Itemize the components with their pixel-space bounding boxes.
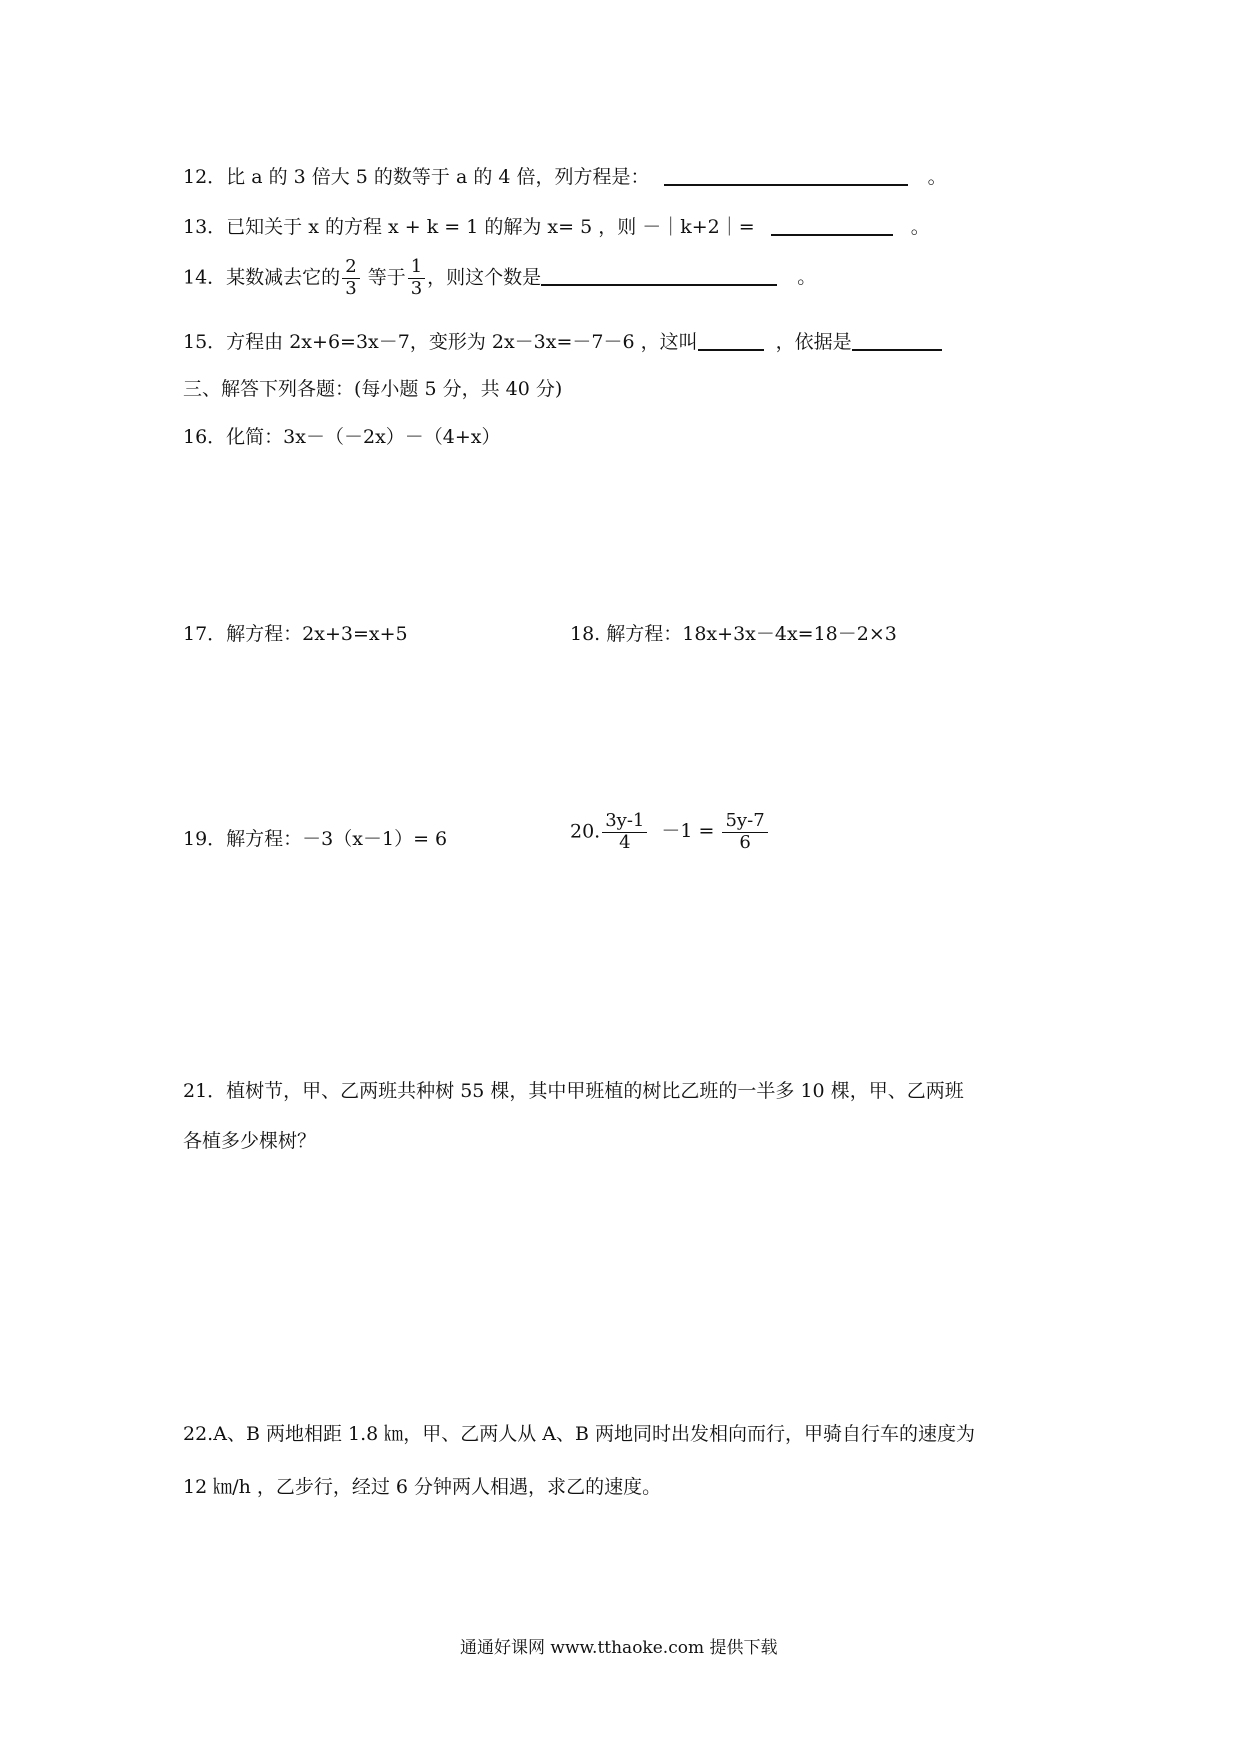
fraction-5y-7-over-6 xyxy=(722,812,767,853)
question-20 xyxy=(570,812,770,853)
fraction-numerator: 2 xyxy=(342,258,359,279)
fraction-3y-1-over-4 xyxy=(602,812,647,853)
question-22-line-1: 22.A、B 两地相距 1.8 ㎞，甲、乙两人从 A、B 两地同时出发相向而行，甲骑自行车的速度为 xyxy=(183,1423,975,1445)
question-15-text-2: ，依据是 xyxy=(775,331,852,353)
question-14-text-1: 14．某数减去它的 xyxy=(183,266,341,289)
answer-blank-14[interactable] xyxy=(541,266,777,286)
question-14-end: 。 xyxy=(797,266,817,289)
answer-blank-15a[interactable] xyxy=(698,331,764,351)
question-14 xyxy=(183,258,816,299)
question-14-text-2: 等于 xyxy=(367,266,406,289)
question-13-end: 。 xyxy=(910,216,930,238)
answer-blank-12[interactable] xyxy=(664,166,908,186)
question-21-line-2: 各植多少棵树？ xyxy=(183,1130,317,1152)
fraction-denominator: 6 xyxy=(739,831,751,853)
question-12 xyxy=(183,166,947,187)
question-22-line-2: 12 ㎞/h ，乙步行，经过 6 分钟两人相遇，求乙的速度。 xyxy=(183,1476,662,1498)
question-20-middle: －1 = xyxy=(661,820,715,843)
question-14-text-3: ，则这个数是 xyxy=(427,266,542,289)
fraction-numerator: 5y-7 xyxy=(722,812,767,833)
question-16: 16．化简：3x－（－2x）－（4+x） xyxy=(183,426,501,448)
question-20-label: 20. xyxy=(570,820,601,843)
fraction-denominator: 3 xyxy=(410,277,423,299)
fraction-one-third xyxy=(408,258,425,299)
section-3-title: 三、解答下列各题：(每小题 5 分，共 40 分) xyxy=(183,378,563,400)
question-13 xyxy=(183,216,930,237)
answer-blank-15b[interactable] xyxy=(852,331,942,351)
question-17: 17．解方程：2x+3=x+5 xyxy=(183,623,408,645)
answer-blank-13[interactable] xyxy=(771,216,893,236)
question-12-text: 12．比 a 的 3 倍大 5 的数等于 a 的 4 倍，列方程是： xyxy=(183,166,650,188)
question-19: 19．解方程：－3（x－1）= 6 xyxy=(183,828,448,850)
question-15-text-1: 15．方程由 2x+6=3x－7，变形为 2x－3x=－7－6 ，这叫 xyxy=(183,331,698,353)
fraction-two-thirds xyxy=(342,258,359,299)
question-18: 18. 解方程：18x+3x－4x=18－2×3 xyxy=(570,623,897,645)
page-footer: 通通好课网 www.tthaoke.com 提供下载 xyxy=(460,1638,778,1658)
question-13-text: 13．已知关于 x 的方程 x + k = 1 的解为 x= 5 ，则 －｜k+2｜= xyxy=(183,216,755,238)
fraction-numerator: 1 xyxy=(408,258,425,279)
fraction-denominator: 4 xyxy=(619,831,631,853)
question-15 xyxy=(183,331,942,352)
question-21-line-1: 21．植树节，甲、乙两班共种树 55 棵，其中甲班植的树比乙班的一半多 10 棵，甲、乙两班 xyxy=(183,1080,964,1102)
question-12-end: 。 xyxy=(927,166,947,188)
fraction-numerator: 3y-1 xyxy=(602,812,647,833)
fraction-denominator: 3 xyxy=(345,277,357,299)
